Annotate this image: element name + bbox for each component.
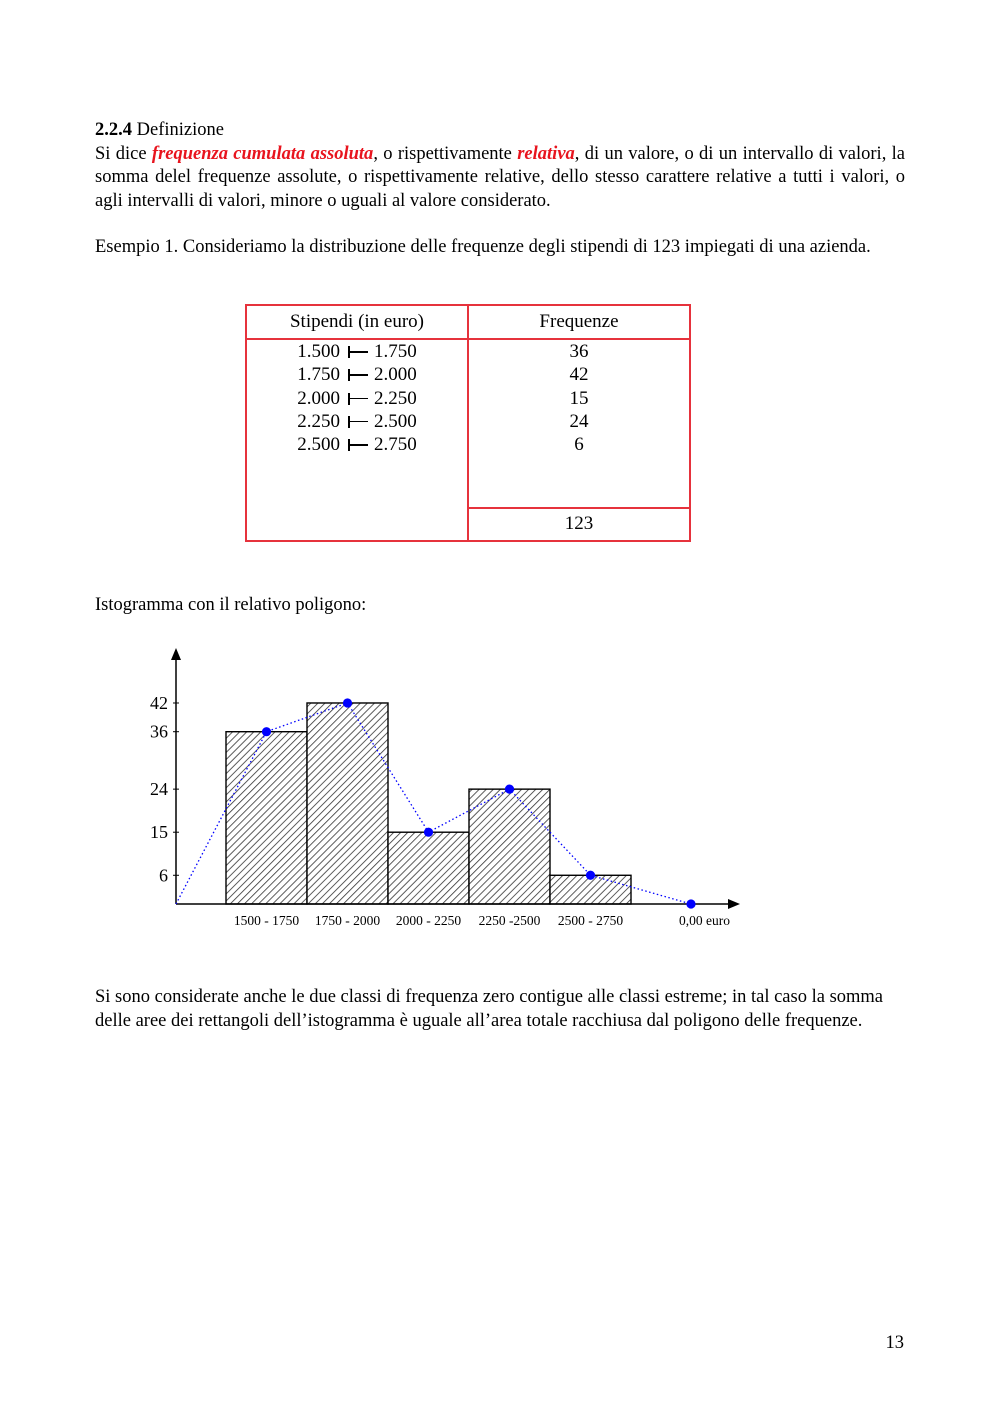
frequency-value-1: 36: [569, 341, 589, 362]
histogram-caption: Istogramma con il relativo poligono:: [95, 595, 367, 615]
x-axis-end-label: 0,00 euro: [679, 913, 730, 928]
range-from: 2.250: [297, 410, 340, 432]
x-tick-label-5: 2500 - 2750: [557, 913, 624, 928]
frequency-value-3: 15: [569, 387, 589, 409]
frequency-value-2: 42: [569, 364, 589, 386]
definition-paragraph: [95, 119, 905, 213]
x-axis-arrow: [728, 899, 740, 909]
conclusion-paragraph: Si sono considerate anche le due classi di frequenza zero contigue alle classi estreme; in tal caso la somma delle aree dei rettangoli dell’istogramma è uguale all’area totale racchiusa dal poligono delle frequenze.: [95, 987, 884, 1031]
definition-number: 2.2.4: [95, 120, 132, 140]
table-header-frequency: Frequenze: [468, 305, 690, 339]
frequency-table: [245, 304, 691, 542]
polygon-point-1: [262, 727, 271, 736]
range-from: 1.750: [297, 364, 340, 386]
interval-symbol-icon: [346, 346, 368, 356]
polygon-point-6: [686, 899, 695, 908]
salary-range-3: [247, 387, 467, 410]
salary-range-2: [247, 363, 467, 386]
histogram-chart: [140, 640, 760, 940]
polygon-point-2: [343, 698, 352, 707]
histogram-bar-4: [469, 789, 550, 904]
histogram-bar-1: [226, 732, 307, 904]
x-tick-label-1: 1500 - 1750: [233, 913, 300, 928]
polygon-point-5: [586, 871, 595, 880]
definition-text-a: Si dice: [95, 143, 152, 164]
salary-range-1: [247, 340, 467, 363]
term-cumulative-absolute: frequenza cumulata assoluta: [151, 143, 374, 164]
x-tick-label-2: 1750 - 2000: [314, 913, 381, 928]
polygon-point-4: [505, 785, 514, 794]
table-header-salary: Stipendi (in euro): [246, 305, 468, 339]
page-number: 13: [885, 1333, 904, 1353]
definition-text-b: , o rispettivamente: [373, 143, 518, 164]
range-to: 2.250: [374, 387, 417, 409]
interval-symbol-icon: [346, 439, 368, 449]
histogram-bar-3: [388, 832, 469, 904]
interval-symbol-icon: [346, 369, 368, 379]
interval-symbol-icon: [346, 393, 368, 403]
y-axis-arrow: [171, 648, 181, 660]
salary-range-5: [247, 433, 467, 456]
table-total-cell: 123: [468, 508, 690, 541]
x-tick-label-3: 2000 - 2250: [395, 913, 462, 928]
polygon-point-3: [424, 828, 433, 837]
salary-ranges-cell: [246, 339, 468, 541]
frequency-value-5: 6: [574, 434, 584, 456]
table-body-row: [246, 339, 690, 508]
y-tick-label-2: 15: [150, 822, 168, 843]
x-tick-label-4: 2250 -2500: [478, 913, 541, 928]
range-to: 2.000: [374, 364, 417, 386]
range-from: 1.500: [297, 341, 340, 362]
y-tick-label-3: 24: [150, 779, 168, 800]
definition-text-c: , di un valore, o di un intervallo di valori, la somma delel frequenze assolute, o rispettivamente relative, dello stesso carattere relative a tutti i valori, o agli intervalli di valori, minore o uguali al valore considerato.: [95, 143, 905, 211]
example-paragraph: Esempio 1. Consideriamo la distribuzione delle frequenze degli stipendi di 123 impiegati di una azienda.: [95, 237, 871, 257]
range-to: 2.750: [374, 434, 417, 456]
histogram-bar-2: [307, 703, 388, 904]
frequencies-cell: [468, 339, 690, 508]
definition-title: Definizione: [136, 120, 224, 140]
interval-symbol-icon: [346, 416, 368, 426]
y-tick-label-1: 6: [159, 865, 168, 886]
table-header-row: [246, 305, 690, 339]
range-from: 2.000: [297, 387, 340, 409]
y-tick-label-5: 42: [150, 692, 168, 713]
salary-range-4: [247, 410, 467, 433]
frequency-value-4: 24: [569, 410, 589, 432]
range-from: 2.500: [297, 434, 340, 456]
term-relative: relativa: [517, 143, 575, 164]
range-to: 2.500: [374, 410, 417, 432]
y-tick-label-4: 36: [150, 721, 168, 742]
range-to: 1.750: [374, 341, 417, 362]
